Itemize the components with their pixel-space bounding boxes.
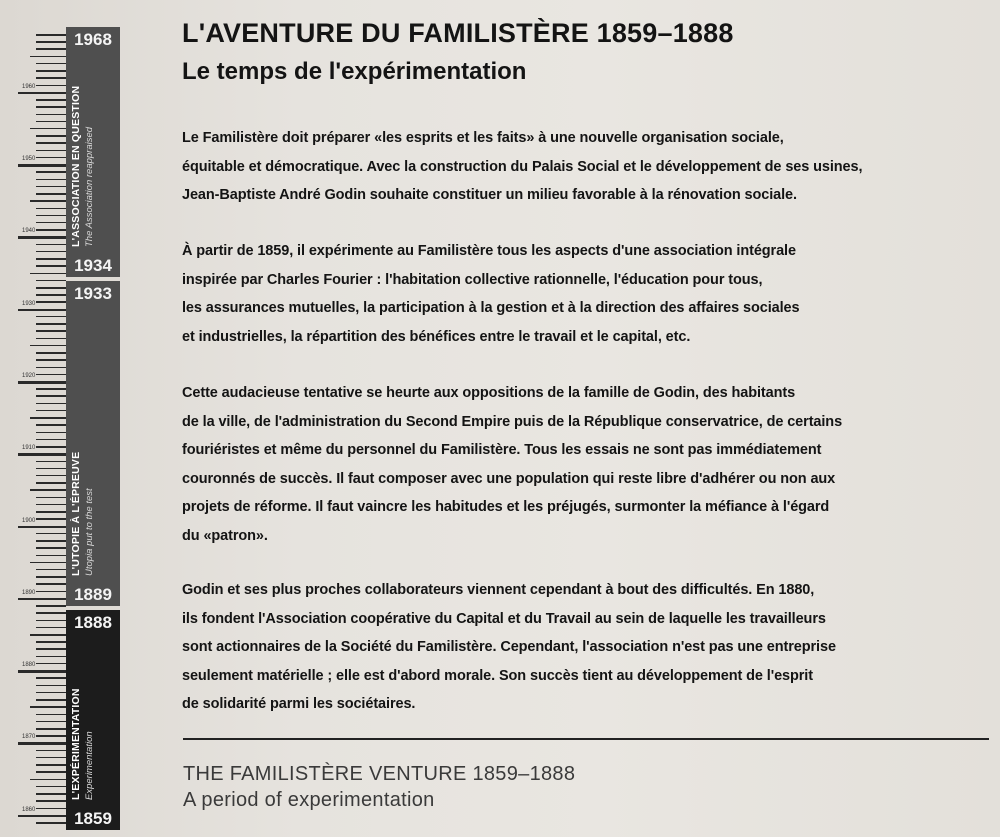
- timeline-tick: [36, 316, 66, 318]
- timeline-tick: [36, 222, 66, 224]
- timeline-tick: [36, 576, 66, 578]
- timeline-tick: [36, 106, 66, 108]
- timeline-tick: [36, 793, 66, 795]
- paragraph-oppositions: [182, 379, 842, 550]
- text-line: les assurances mutuelles, la participation à la gestion et à la direction des affaires sociales: [182, 300, 800, 316]
- text-line: équitable et démocratique. Avec la construction du Palais Social et le développement de ses usines,: [182, 158, 863, 175]
- timeline-tick: [36, 468, 66, 470]
- timeline-tick: [36, 504, 66, 506]
- timeline-tick: [36, 786, 66, 788]
- timeline-tick: [30, 562, 66, 564]
- timeline-tick: [36, 410, 66, 412]
- timeline-tick: [18, 815, 66, 818]
- timeline-year-label: 1960: [22, 83, 36, 90]
- timeline-tick: [36, 99, 66, 101]
- period-label-en: The Association reappraised: [84, 126, 95, 247]
- timeline-tick: [36, 656, 66, 658]
- timeline-year-label: 1900: [22, 517, 36, 524]
- timeline-tick: [36, 338, 66, 340]
- timeline-tick: [36, 265, 66, 267]
- timeline-tick: [36, 251, 66, 253]
- timeline-tick: [18, 742, 66, 745]
- timeline-tick: [36, 70, 66, 72]
- timeline-tick: [36, 280, 66, 282]
- period-label: [70, 86, 96, 247]
- text-line: À partir de 1859, il expérimente au Familistère tous les aspects d'une association intégrale: [182, 243, 796, 259]
- timeline-tick: [36, 612, 66, 614]
- timeline-tick: [36, 591, 66, 593]
- timeline-tick: [36, 439, 66, 441]
- timeline-tick: [36, 555, 66, 557]
- text-line: Le Familistère doit préparer «les esprits et les faits» à une nouvelle organisation sociale,: [182, 130, 784, 146]
- timeline-tick: [36, 395, 66, 397]
- timeline-tick: [36, 85, 66, 87]
- timeline-tick: [36, 48, 66, 50]
- timeline-tick: [36, 627, 66, 629]
- period-experimentation: [66, 610, 120, 830]
- timeline-tick: [30, 345, 66, 347]
- timeline-tick: [36, 171, 66, 173]
- timeline-tick: [36, 77, 66, 79]
- timeline-tick: [36, 518, 66, 520]
- period-start-year: 1934: [74, 256, 112, 275]
- text-line: ils fondent l'Association coopérative du Capital et du Travail au sein de laquelle les travailleurs: [182, 610, 826, 627]
- period-label-fr: L'ASSOCIATION EN QUESTION: [70, 85, 82, 247]
- timeline-tick: [36, 605, 66, 607]
- timeline-tick: [36, 301, 66, 303]
- timeline-tick: [36, 663, 66, 665]
- timeline-tick: [36, 540, 66, 542]
- timeline-tick: [30, 128, 66, 130]
- period-label-en: Utopia put to the test: [84, 488, 95, 576]
- timeline-tick: [36, 157, 66, 159]
- timeline-ruler: [0, 0, 70, 837]
- text-line: projets de réforme. Il faut vaincre les habitudes et les préjugés, surmonter la méfiance à l'égard: [182, 499, 830, 515]
- timeline-year-label: 1920: [22, 373, 36, 379]
- timeline-tick: [30, 417, 66, 419]
- timeline-tick: [36, 150, 66, 152]
- timeline-tick: [36, 677, 66, 679]
- timeline-tick: [18, 236, 66, 239]
- timeline-year-label: 1950: [22, 156, 36, 163]
- text-line: du «patron».: [182, 527, 268, 544]
- timeline-tick: [36, 215, 66, 217]
- timeline-tick: [36, 808, 66, 810]
- timeline-tick: [36, 359, 66, 361]
- timeline-tick: [36, 367, 66, 369]
- text-line: Cette audacieuse tentative se heurte aux oppositions de la famille de Godin, des habitants: [182, 385, 796, 401]
- timeline-tick: [18, 164, 66, 167]
- timeline-tick: [30, 706, 66, 708]
- page-title: L'AVENTURE DU FAMILISTÈRE 1859–1888: [182, 18, 734, 48]
- timeline-tick: [18, 453, 66, 456]
- timeline-tick: [36, 330, 66, 332]
- timeline-tick: [30, 779, 66, 781]
- period-start-year: 1889: [74, 585, 112, 604]
- timeline-tick: [36, 699, 66, 701]
- text-line: de solidarité parmi les sociétaires.: [182, 696, 416, 712]
- timeline-tick: [36, 648, 66, 650]
- text-line: fouriéristes et même du personnel du Familistère. Tous les essais ne sont pas immédiatement: [182, 442, 822, 458]
- timeline-tick: [36, 135, 66, 137]
- timeline-year-label: 1880: [22, 662, 36, 669]
- timeline-tick: [36, 287, 66, 289]
- period-label: [70, 688, 96, 800]
- timeline-tick: [36, 258, 66, 260]
- timeline-tick: [36, 800, 66, 802]
- timeline-tick: [30, 489, 66, 491]
- timeline-tick: [36, 461, 66, 463]
- timeline-tick: [36, 757, 66, 759]
- timeline-tick: [18, 381, 66, 384]
- timeline-tick: [36, 620, 66, 622]
- text-line: sont actionnaires de la Société du Familistère. Cependant, l'association n'est pas une entreprise: [182, 639, 836, 655]
- paragraph-intro: [182, 124, 862, 210]
- timeline-year-label: 1910: [22, 445, 36, 452]
- paragraph-experiment: [182, 237, 799, 351]
- timeline-year-label: 1940: [22, 228, 36, 235]
- timeline-tick: [36, 294, 66, 296]
- timeline-tick: [36, 446, 66, 448]
- timeline-tick: [36, 482, 66, 484]
- timeline-tick: [18, 598, 66, 601]
- timeline-tick: [30, 273, 66, 275]
- timeline-tick: [30, 56, 66, 58]
- timeline-tick: [36, 193, 66, 195]
- timeline-tick: [36, 121, 66, 123]
- timeline-tick: [36, 244, 66, 246]
- timeline-tick: [36, 34, 66, 36]
- timeline-tick: [30, 634, 66, 636]
- timeline-tick: [18, 670, 66, 673]
- period-start-year: 1859: [74, 809, 112, 828]
- timeline-tick: [36, 721, 66, 723]
- timeline-tick: [36, 750, 66, 752]
- timeline-tick: [36, 533, 66, 535]
- timeline-tick: [36, 388, 66, 390]
- timeline-tick: [36, 41, 66, 43]
- text-line: inspirée par Charles Fourier : l'habitation collective rationnelle, l'éducation pour tous,: [182, 271, 763, 288]
- timeline-tick: [36, 229, 66, 231]
- text-line: seulement matérielle ; elle est d'abord morale. Son succès tient au développement de l'esprit: [182, 667, 813, 684]
- timeline-tick: [36, 692, 66, 694]
- english-title: THE FAMILISTÈRE VENTURE 1859–1888: [183, 763, 576, 785]
- timeline-year-label: 1930: [22, 300, 36, 307]
- timeline-tick: [36, 583, 66, 585]
- text-line: Jean-Baptiste André Godin souhaite constituer un milieu favorable à la rénovation sociale.: [182, 187, 797, 203]
- timeline-tick: [36, 403, 66, 405]
- english-subtitle: A period of experimentation: [183, 789, 435, 811]
- timeline-tick: [36, 771, 66, 773]
- period-end-year: 1968: [74, 30, 112, 49]
- timeline-tick: [18, 526, 66, 529]
- timeline-tick: [36, 475, 66, 477]
- timeline-tick: [36, 208, 66, 210]
- timeline-tick: [36, 114, 66, 116]
- timeline-tick: [36, 352, 66, 354]
- timeline-tick: [36, 424, 66, 426]
- timeline-tick: [30, 200, 66, 202]
- period-label-en: Experimentation: [84, 731, 95, 800]
- timeline-year-label: 1870: [22, 734, 36, 741]
- timeline-year-label: 1890: [22, 589, 36, 596]
- timeline-tick: [36, 186, 66, 188]
- timeline-tick: [36, 374, 66, 376]
- period-end-year: 1888: [74, 613, 112, 632]
- period-label-fr: L'UTOPIE À L'ÉPREUVE: [70, 451, 82, 576]
- timeline-tick: [36, 63, 66, 65]
- timeline-tick: [36, 641, 66, 643]
- period-association-en-question: [66, 27, 120, 277]
- timeline-tick: [36, 432, 66, 434]
- timeline-tick: [36, 511, 66, 513]
- timeline-year-label: 1860: [22, 806, 36, 813]
- text-line: et industrielles, la répartition des bénéfices entre le travail et le capital, etc.: [182, 328, 691, 345]
- timeline-tick: [36, 142, 66, 144]
- page-subtitle: Le temps de l'expérimentation: [182, 58, 527, 85]
- timeline-tick: [36, 323, 66, 325]
- timeline-tick: [36, 822, 66, 824]
- timeline-tick: [36, 179, 66, 181]
- timeline-tick: [36, 569, 66, 571]
- text-line: couronnés de succès. Il faut composer avec une population qui reste libre d'adhérer ou non aux: [182, 470, 836, 487]
- timeline-tick: [18, 92, 66, 95]
- period-utopie-a-l-epreuve: [66, 281, 120, 606]
- period-label: [70, 452, 96, 576]
- text-line: Godin et ses plus proches collaborateurs viennent cependant à bout des difficultés. En 1880,: [182, 582, 815, 598]
- timeline-tick: [36, 547, 66, 549]
- paragraph-association: [182, 576, 836, 719]
- period-label-fr: L'EXPÉRIMENTATION: [70, 688, 82, 800]
- timeline-tick: [36, 685, 66, 687]
- timeline-tick: [36, 728, 66, 730]
- timeline-tick: [36, 735, 66, 737]
- timeline-tick: [36, 764, 66, 766]
- period-end-year: 1933: [74, 284, 112, 303]
- timeline: [0, 0, 140, 837]
- text-line: de la ville, de l'administration du Second Empire puis de la République conservatrice, de certains: [182, 413, 843, 430]
- timeline-tick: [18, 309, 66, 312]
- divider: [183, 738, 989, 740]
- timeline-tick: [36, 497, 66, 499]
- timeline-tick: [36, 714, 66, 716]
